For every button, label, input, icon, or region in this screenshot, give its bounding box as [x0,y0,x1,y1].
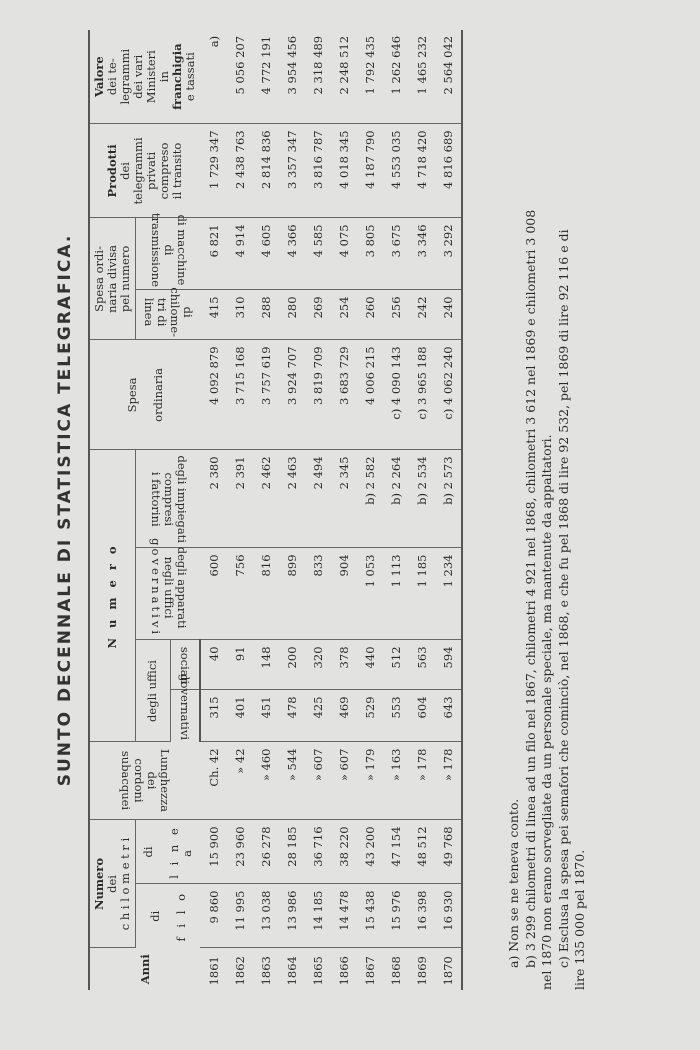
cell-uff_gov: 643 [435,690,462,742]
cell-spesa: 4 006 215 [357,340,383,450]
cell-per_macchina: 3 346 [409,218,435,290]
cell-uff_soc: 512 [383,640,409,690]
cell-uff_soc: 320 [305,640,331,690]
cell-anno: 1868 [389,956,403,986]
cell-uff_gov: 451 [253,690,279,742]
cell-prodotti: 4 718 420 [409,124,435,218]
footnotes [506,30,589,990]
cell-linea: 26 278 [253,820,279,884]
cell-uff_soc: 148 [253,640,279,690]
table-row [383,30,409,990]
cell-uff_gov: 604 [409,690,435,742]
footnote-b-line2: nel 1870 non erano sorvegliate da un personale speciale, ma mantenute da appaltatori. [539,434,554,990]
table-row [279,30,305,990]
table-row [253,30,279,990]
cell-impiegati: b) 2 573 [435,450,462,548]
header-di-filo: di f i l o [147,891,188,942]
cell-filo: 13 038 [253,884,279,948]
cell-apparati: 816 [253,548,279,640]
cell-valore: 2 564 042 [435,30,462,124]
cell-anno: 1861 [206,956,221,986]
footnote-c-line1: c) Esclusa la spesa pei semafori che cominciò, nel 1868, e che fu pel 1868 di lire 92 532, pel 1869 di lire 92 116 e di [555,229,571,968]
footnote-c-line2: lire 135 000 pel 1870. [572,849,587,990]
cell-spesa: 3 924 707 [279,340,305,450]
cell-impiegati: b) 2 582 [357,450,383,548]
cell-per_km: 288 [253,290,279,340]
cell-linea: 43 200 [357,820,383,884]
cell-apparati: 899 [279,548,305,640]
cell-filo: 14 185 [305,884,331,948]
table-row [200,30,227,990]
cell-apparati: 1 234 [435,548,462,640]
cell-apparati: 1 053 [357,548,383,640]
cell-anno: 1866 [337,956,351,986]
cell-prodotti: 4 816 689 [435,124,462,218]
cell-per_macchina: 4 075 [331,218,357,290]
header-spesa-divisa: Spesa ordi- naria divisa pel numero [89,218,136,340]
cell-linea: 36 716 [305,820,331,884]
table-row [435,30,462,990]
header-valore: Valore dei te- legrammi dei vari Ministeri in franchigia e tassati [89,30,200,124]
cell-per_macchina: 6 821 [200,218,227,290]
cell-anno: 1864 [285,956,299,986]
cell-filo: 16 398 [409,884,435,948]
header-numero-chilometri: Numero dei c h i l o m e t r i [89,820,136,948]
cell-per_macchina: 3 292 [435,218,462,290]
cell-cordoni: » 179 [357,742,383,820]
cell-valore: 3 954 456 [279,30,305,124]
cell-prodotti: 2 438 763 [227,124,253,218]
cell-spesa: 3 683 729 [331,340,357,450]
cell-cordoni: » 163 [383,742,409,820]
cell-cordoni: » 544 [279,742,305,820]
cell-anno: 1870 [435,948,462,990]
cell-filo: 13 986 [279,884,305,948]
table-row [357,30,383,990]
header-prodotti: Prodotti dei telegrammi privati compreso il transito [89,124,200,218]
cell-impiegati: 2 345 [331,450,357,548]
cell-filo: 15 976 [383,884,409,948]
cell-uff_gov: 401 [227,690,253,742]
cell-per_km: 280 [279,290,305,340]
cell-prodotti: 3 816 787 [305,124,331,218]
cell-cordoni: » 460 [253,742,279,820]
cell-valore: 4 772 191 [253,30,279,124]
cell-per_km: 269 [305,290,331,340]
table-row [331,30,357,990]
header-impiegati: degli impiegati compresi i fattorini [136,450,201,548]
cell-linea: 28 185 [279,820,305,884]
cell-per_macchina: 4 585 [305,218,331,290]
cell-apparati: 756 [227,548,253,640]
cell-per_macchina: 4 605 [253,218,279,290]
cell-valore: 1 465 232 [409,30,435,124]
cell-apparati: 1 113 [383,548,409,640]
cell-apparati: 1 185 [409,548,435,640]
cell-apparati: 904 [331,548,357,640]
cell-prodotti: 2 814 836 [253,124,279,218]
cell-valore: 5 056 207 [227,30,253,124]
cell-per_km: 240 [435,290,462,340]
table-row [227,30,253,990]
footnote-b-line1: b) 3 299 chilometri di linea ad un filo nel 1867, chilometri 4 921 nel 1868, chilometri 3 612 nel 1869 e chilometri 3 008 [522,209,538,968]
table-row [409,30,435,990]
cell-apparati: 833 [305,548,331,640]
table-body [200,30,462,990]
cell-cordoni: » 607 [331,742,357,820]
cell-apparati: 600 [200,548,227,640]
cell-per_km: 415 [200,290,227,340]
cell-prodotti: 3 357 347 [279,124,305,218]
cell-spesa: c) 4 062 240 [435,340,462,450]
cell-filo: 16 930 [435,884,462,948]
cell-anno: 1865 [311,956,325,986]
header-governativi: governativi [170,690,200,742]
cell-uff_soc: 91 [227,640,253,690]
cell-valore: 1 792 435 [357,30,383,124]
cell-valore: 1 262 646 [383,30,409,124]
cell-cordoni: » 178 [435,742,462,820]
cell-uff_soc: 378 [331,640,357,690]
cell-uff_soc: 563 [409,640,435,690]
cell-uff_gov: 478 [279,690,305,742]
cell-spesa: c) 3 965 188 [409,340,435,450]
cell-anno: 1863 [259,956,273,986]
cell-uff_soc: 440 [357,640,383,690]
cell-linea: 48 512 [409,820,435,884]
cell-per_km: 310 [227,290,253,340]
cell-prodotti: 1 729 347 [200,124,227,218]
header-apparati: degli apparati negli uffici governativi [136,548,201,640]
header-degli-uffici: degli uffici [136,640,171,742]
cell-cordoni: » 178 [409,742,435,820]
cell-anno: 1862 [233,956,247,986]
cell-filo: 11 995 [227,884,253,948]
cell-uff_gov: 315 [200,690,227,742]
table-row [305,30,331,990]
cell-linea: 49 768 [435,820,462,884]
cell-spesa: 3 757 619 [253,340,279,450]
cell-per_macchina: 3 675 [383,218,409,290]
cell-spesa: c) 4 090 143 [383,340,409,450]
cell-per_macchina: 4 366 [279,218,305,290]
cell-valore: 2 318 489 [305,30,331,124]
cell-filo: 15 438 [357,884,383,948]
cell-prodotti: 4 553 035 [383,124,409,218]
cell-linea: 47 154 [383,820,409,884]
cell-uff_soc: 40 [200,640,227,690]
header-di-linea: di l i n e a [136,820,201,884]
cell-filo: 14 478 [331,884,357,948]
header-macchine: di macchine di trasmissione [136,218,201,290]
cell-linea: 15 900 [200,820,227,884]
cell-cordoni: Ch. 42 [200,742,227,820]
cell-spesa: 3 715 168 [227,340,253,450]
cell-per_macchina: 4 914 [227,218,253,290]
cell-prodotti: 4 018 345 [331,124,357,218]
cell-linea: 23 960 [227,820,253,884]
header-numero: N u m e r o [89,450,136,742]
footnote-a: a) Non se ne teneva conto. [506,798,521,968]
cell-per_km: 256 [383,290,409,340]
cell-impiegati: b) 2 534 [409,450,435,548]
cell-uff_soc: 594 [435,640,462,690]
cell-uff_gov: 469 [331,690,357,742]
cell-impiegati: 2 391 [227,450,253,548]
cell-cordoni: » 42 [227,742,253,820]
cell-impiegati: 2 380 [200,450,227,548]
cell-impiegati: 2 462 [253,450,279,548]
cell-impiegati: 2 463 [279,450,305,548]
cell-per_km: 260 [357,290,383,340]
cell-per_km: 242 [409,290,435,340]
header-spesa-ordinaria: Spesa ordinaria [89,340,200,450]
cell-uff_soc: 200 [279,640,305,690]
header-lunghezza-cordoni: Lunghezza dei cordoni subacquei [89,742,200,820]
cell-uff_gov: 529 [357,690,383,742]
cell-per_macchina: 3 805 [357,218,383,290]
cell-valore: 2 248 512 [331,30,357,124]
cell-valore: a) [200,30,227,124]
cell-filo: 9 860 [200,884,227,948]
cell-uff_gov: 553 [383,690,409,742]
cell-spesa: 4 092 879 [200,340,227,450]
statistics-table [88,30,463,990]
cell-anno: 1867 [363,956,377,986]
cell-impiegati: 2 494 [305,450,331,548]
page-title: SUNTO DECENNALE DI STATISTICA TELEGRAFICA. [55,233,75,787]
cell-per_km: 254 [331,290,357,340]
cell-linea: 38 220 [331,820,357,884]
table-header [89,30,200,990]
cell-impiegati: b) 2 264 [383,450,409,548]
cell-cordoni: » 607 [305,742,331,820]
header-sociali: sociali [170,640,200,690]
cell-prodotti: 4 187 790 [357,124,383,218]
cell-spesa: 3 819 709 [305,340,331,450]
header-chilometri-linea: di chilome- tri di linea [136,290,201,340]
cell-anno: 1869 [415,956,429,986]
header-anni: Anni [89,948,200,990]
cell-uff_gov: 425 [305,690,331,742]
